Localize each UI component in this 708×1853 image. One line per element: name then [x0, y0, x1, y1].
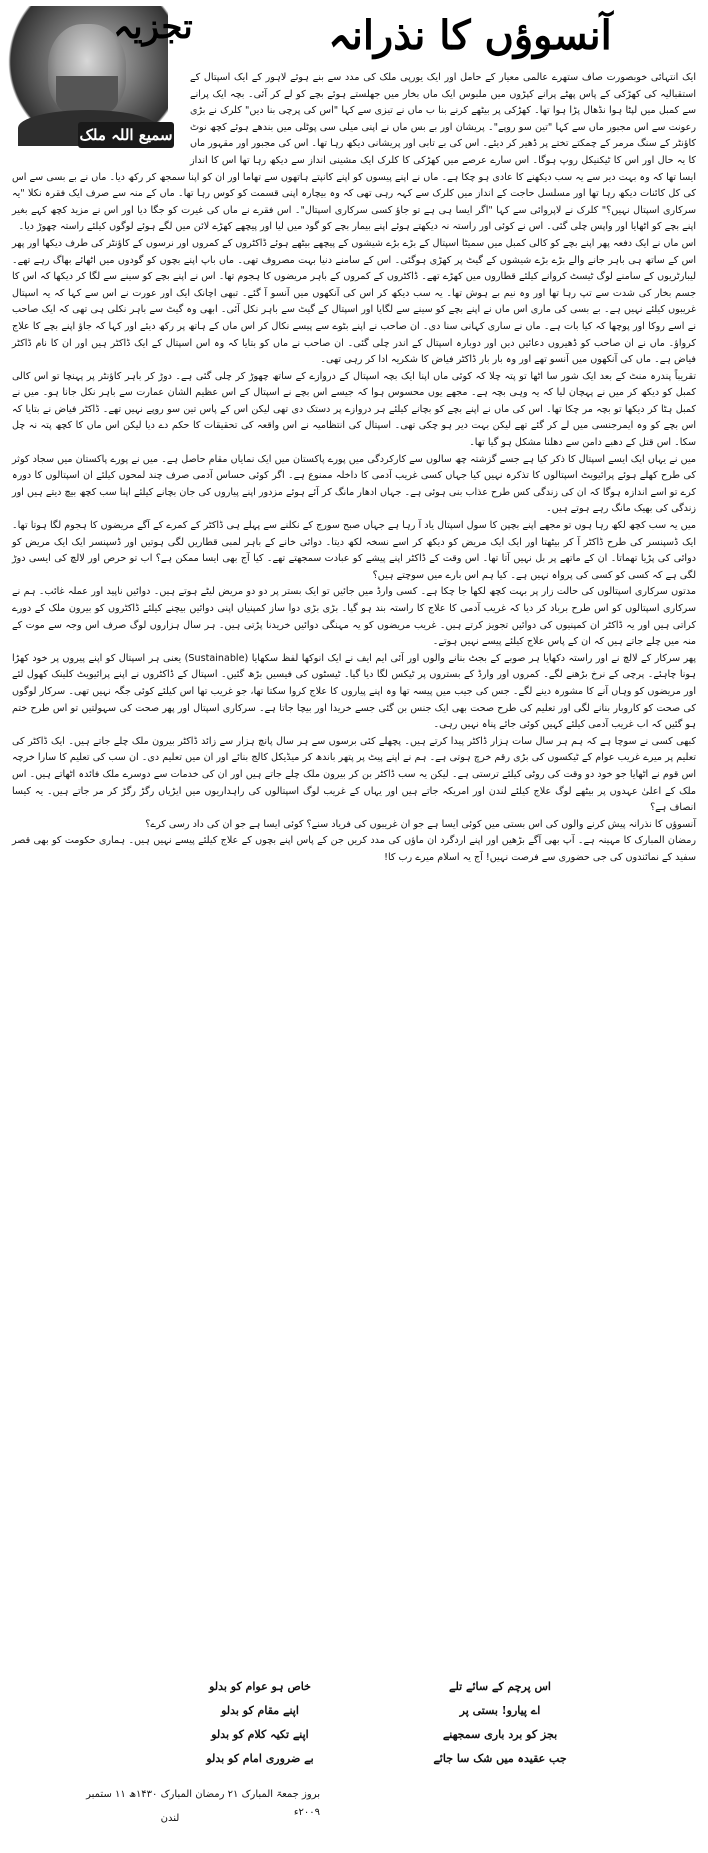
column-name: تجزیہ	[113, 7, 193, 47]
closing-poem	[170, 1675, 590, 1785]
poem-verse: جب عقیدہ میں شک سا جائے	[433, 1752, 567, 1765]
paragraph-4: میں نے یہاں ایک ایسے اسپتال کا ذکر کیا ہے جسے گزشتہ چھ سالوں سے کارکردگی میں پورے پاکستان میں ایک نمایاں مقام حاصل ہے۔ میں نے پورے پاکستان میں سجاد کوثر کی طرح کھلے ہوئے پرائیویٹ اسپتالوں کا تذکرہ نہیں کیا جہاں کسی غریب آدمی کا داخلہ ممنوع ہے۔ اگر کوئی حساس آدمی صرف چند لمحوں کیلئے ان اسپتالوں کا دورہ کرے تو اسے اندازہ ہوگا کہ ان کی زندگی کس طرح عذاب بنی ہوئی ہے۔ جہاں ادھار مانگ کر آئے ہوئے مزدور اپنے پیاروں کی جان بچانے کیلئے اپنا سب کچھ بیچ دیتے ہیں اور زندگی کی بھیک مانگ رہے ہوتے ہیں۔	[12, 453, 696, 515]
paragraph-5: میں یہ سب کچھ لکھ رہا ہوں تو مجھے اپنے بچپن کا سول اسپتال یاد آ رہا ہے جہاں صبح سورج کے نکلنے سے پہلے ہی ڈاکٹر کے کمرے کے آگے مریضوں کا ہجوم لگا ہوتا تھا۔ ایک ڈسپنسر کی طرح ڈاکٹر آ کر بیٹھتا اور ایک ایک مریض کو دیکھ کر اسے نسخہ لکھ دیتا۔ دوائی خانے کے باہر لمبی قطاریں لگی ہوتیں اور ڈسپنسر ایک ایک مریض کو دوائی کی پڑیا تھماتا۔ ان کے ماتھے پر بل نہیں آتا تھا۔ اس وقت کے ڈاکٹر اپنے پیشے کو عبادت سمجھتے تھے۔ کیا آج بھی ایسا ممکن ہے؟ اب تو حرص اور لالچ کی ایسی دوڑ لگی ہے کہ کسی کو کسی کی پرواہ نہیں ہے۔ کیا ہم اس بارے میں سوچتے ہیں؟	[12, 520, 696, 581]
poem-verse: اس پرچم کے سائے تلے	[449, 1680, 551, 1693]
paragraph-1: ایک انتہائی خوبصورت صاف ستھرے عالمی معیار کے حامل اور ایک یورپی ملک کی مدد سے بنے ہوئے لاہور کے ایک اسپتال کے استقبالیہ کی کھڑکی کے پاس پھٹے پرانے کپڑوں میں ملبوس ایک ماں بخار میں جھلستے ہوئے بچے کو لے کر آئی۔ بچہ ایک پرانے سے کمبل میں لپٹا ہوا نڈھال پڑا ہوا تھا۔ کھڑکی پر بیٹھے کرنے بنا ب ماں نے تیزی سے کہا "اس کی پرچی بنا دیں" کلرک نے بڑی رعونت سے اس مجبور ماں سے کہا "تین سو روپے"۔ پریشان اور بے بس ماں نے اپنی میلی سی پوٹلی میں بندھے ہوئے کچھ نوٹ کاؤنٹر کے سنگ مرمر کے چمکتے تختے پر ڈھیر کر دیئے۔ اس کی بے تابی اور پریشانی دیکھ رہا تھا۔ اس کی مجبور اور مقہور ماں کا یہ حال اور اس کا ٹیکنیکل روپ ہوگا۔ اس سارے عرصے میں کھڑکی کا کلرک ایک مشینی انداز سے دیکھ رہا تھا اس کا انداز ایسا تھا کہ وہ بہت دیر سے یہ سب دیکھنے کا عادی ہو چکا ہے۔ ماں نے اپنے پیسوں کو اپنے کانپتے ہاتھوں سے تھاما اور ان کو اپنا سمجھ کر رکھ دیا۔ ماں نے بے بسی سے اس کی کل کائنات دیکھ رہا تھا اور مسلسل حاجت کے انداز میں کلرک سے کہہ رہی تھی کہ وہ بیچارہ اپنی قسمت کو کوس رہا تھا۔ ماں کے منہ سے صرف ایک فقرہ نکلا "یہ سرکاری اسپتال نہیں؟" کلرک نے لاپروائی سے کہا "اگر ایسا ہی ہے تو جاؤ کسی سرکاری اسپتال"۔ اس فقرے نے ماں کی غیرت کو جگا دیا اور اس نے مزید کچھ کہے بغیر اپنے بچے کو اٹھایا اور واپس چلی گئی۔ اس نے کوئی اور راستہ نہ دیکھتے ہوئے اپنے بیمار بچے کو گود میں لیا اور پیچھے کھڑے لائن میں لگے ہوئے لوگوں کیلئے راستہ چھوڑ دیا۔	[12, 72, 696, 233]
poem-verse: اے پیارو! بستی پر	[459, 1704, 541, 1717]
poem-verse: اپنے تکیہ کلام کو بدلو	[211, 1728, 309, 1741]
poem-verse: خاص ہو عوام کو بدلو	[209, 1680, 311, 1693]
paragraph-6: مدتوں سرکاری اسپتالوں کی حالت زار پر بہت کچھ لکھا جا چکا ہے۔ کسی وارڈ میں جائیں تو ایک بستر پر دو دو مریض لیٹے ہوتے ہیں۔ دوائیں ناپید اور عملہ غائب۔ ہم نے سرکاری اسپتالوں کو اس طرح برباد کر دیا کہ غریب آدمی کا علاج کا راستہ بند ہو گیا۔ بڑی بڑی دوا ساز کمپنیاں اپنی دوائیں بیچنے کیلئے ڈاکٹروں کو بیرون ملک کے دورے کراتی ہیں اور یہ ڈاکٹر ان کمپنیوں کی دوائیں تجویز کرتے ہیں۔ غریب مریضوں کو یہ مہنگی دوائیں خریدنا پڑتی ہیں۔ ہر سال ہزاروں لوگ صرف اس وجہ سے موت کے منہ میں چلے جاتے ہیں کہ ان کے پاس علاج کیلئے پیسے نہیں ہوتے۔	[12, 586, 696, 648]
photo-spacer	[12, 70, 190, 158]
poem-row	[170, 1747, 590, 1771]
poem-verse: اپنے مقام کو بدلو	[221, 1704, 299, 1717]
paragraph-8: کبھی کسی نے سوچا ہے کہ ہم ہر سال سات ہزار ڈاکٹر پیدا کرتے ہیں۔ پچھلے کئی برسوں سے ہر سال پانچ ہزار سے زائد ڈاکٹر بیرون ملک چلے جاتے ہیں۔ ایک ڈاکٹر کی تعلیم پر میرے غریب عوام کے ٹیکسوں کی بڑی رقم خرچ ہوتی ہے۔ ہم نے اپنے پیٹ پر پتھر باندھ کر میڈیکل کالج بنائے اور ان میں تعلیم دی۔ ان سب کی تعلیم کا سارا خرچہ اس قوم نے اٹھایا جو خود دو وقت کی روٹی کیلئے ترستی ہے۔ لیکن یہ سب ڈاکٹر بن کر بیرون ملک چلے جاتے ہیں اور ان کی خدمات سے دوسرے ملک فائدہ اٹھاتے ہیں۔ اس ملک کے اعلیٰ عہدوں پر بیٹھے لوگ علاج کیلئے لندن اور امریکہ جاتے ہیں اور یہاں کے غریب لوگ اسپتالوں کی راہداریوں میں ایڑیاں رگڑ رگڑ کر مر جاتے ہیں۔ یہ کیسا انصاف ہے؟	[12, 735, 696, 814]
paragraph-3: تقریباً پندرہ منٹ کے بعد ایک شور سا اٹھا تو پتہ چلا کہ کوئی ماں اپنا ایک بچہ اسپتال کے دروازے کے ساتھ چھوڑ کر چلی گئی ہے۔ دوڑ کر باہر کاؤنٹر پر پہنچا تو اس کالی کمبل کو دیکھ کر میں نے پہچان لیا کہ یہ وہی بچہ ہے۔ مجھے یوں محسوس ہوا کہ جیسے اس بچے نے اسپتال کے اس عظیم الشان عمارت سے باہر نکل جانا ہو۔ میں نے کمبل ہٹا کر دیکھا تو بچہ مر چکا تھا۔ اس کی ماں نے اپنے بچے کو بچانے کیلئے ہر دروازے پر دستک دی تھی لیکن اس کے پاس تین سو روپے نہیں تھے۔ ڈاکٹر فیاض نے بتایا کہ اس بچے کو وہ ایمرجنسی میں لے کر گئے تھے لیکن بہت دیر ہو چکی تھی۔ اسپتال کی انتظامیہ نے اس واقعہ کی تحقیقات کا حکم دے دیا لیکن اس ماں کا کچھ پتہ نہ چل سکا۔ اس قتل کے دھبے دامن سے دھلنا مشکل ہو گیا تھا۔	[12, 370, 696, 449]
article-body	[12, 70, 696, 867]
poem-verse: بے ضروری امام کو بدلو	[206, 1752, 314, 1765]
headline: آنسوؤں کا نذرانہ	[328, 12, 612, 59]
poem-row	[170, 1723, 590, 1747]
paragraph-10: رمضان المبارک کا مہینہ ہے۔ آپ بھی آگے بڑھیں اور اپنے اردگرد ان ماؤں کی مدد کریں جن کے پاس اپنے بچوں کے علاج کیلئے پیسے نہیں ہیں۔ ہماری حکومت کو بھی قصر سفید کے نمائندوں کی جی حضوری سے فرصت نہیں! آج یہ اسلام میرے رب کا!	[12, 835, 696, 863]
paragraph-2: اس ماں نے ایک دفعہ پھر اپنے بچے کو کالی کمبل میں سمیٹا اسپتال کے بڑے بڑے شیشوں کے پیچھے بیٹھے ہوئے ڈاکٹروں کے کمروں اور نرسوں کے کاؤنٹر کی طرف دیکھا اور پھر اس کے ساتھ ہی باہر جانے والے بڑے بڑے شیشوں کے گیٹ پر کھڑی ہوگئی۔ اس کے سامنے دنیا بہت مصروف تھی۔ ماں باپ اپنے بچوں کو گودوں میں اٹھائے بھاگ رہے تھے۔ لیبارٹریوں کے سامنے لوگ ٹیسٹ کروانے کیلئے قطاروں میں کھڑے تھے۔ ڈاکٹروں کے کمروں کے باہر مریضوں کا ہجوم تھا۔ اس نے اپنے بچے کو سینے سے لگا کر دیکھا کہ اس کا جسم بخار کی شدت سے تپ رہا تھا اور وہ نیم بے ہوش تھا۔ یہ سب دیکھ کر اس کی آنکھوں میں آنسو آ گئے۔ تبھی اچانک ایک اور عورت نے اس سے کہا کہ یہ اسپتال غریبوں کیلئے نہیں ہے۔ بے بسی کی ماری اس ماں نے اپنے بچے کو سینے سے لگایا اور اسپتال کے گیٹ سے باہر نکل آئی۔ ابھی وہ گیٹ سے باہر نکلی ہی تھی کہ ایک صاحب نے اسے روکا اور پوچھا کہ کیا بات ہے۔ ماں نے ساری کہانی سنا دی۔ ان صاحب نے اپنے بٹوے سے پیسے نکال کر اس ماں کے ہاتھ پر رکھ دیئے اور کہا کہ جاؤ اپنے بچے کا علاج کرواؤ۔ ماں نے ان صاحب کو ڈھیروں دعائیں دیں اور دوبارہ اسپتال کے اندر چلی گئی۔ ان صاحب نے ماں کو بتایا کہ وہ اس اسپتال کے ایک ڈاکٹر ہیں اور ان کا نام ڈاکٹر فیاض ہے۔ ماں کی آنکھوں میں آنسو تھے اور وہ بار بار ڈاکٹر فیاض کا شکریہ ادا کر رہی تھی۔	[12, 237, 696, 366]
dateline: بروز جمعۃ المبارک ۲۱ رمضان المبارک ۱۴۳۰ھ ۱۱ ستمبر ۲۰۰۹ء	[86, 1789, 320, 1818]
author-name: سمیع اللہ ملک	[78, 122, 174, 148]
poem-row	[170, 1675, 590, 1699]
poem-verse: بجز کو برد باری سمجھنے	[442, 1728, 558, 1741]
place-name: لندن	[160, 1813, 180, 1824]
paragraph-7: پھر سرکار کے لالچ نے اور راستہ دکھایا ہر صوبے کے بجٹ بنانے والوں اور آئی ایم ایف نے ایک انوکھا لفظ سکھایا (Sustainable) یعنی ہر اسپتال کو اپنے پیروں پر خود کھڑا ہونا چاہئے۔ پرچی کے نرخ بڑھنے لگے۔ کمروں اور وارڈ کے بستروں پر ٹیکس لگا دیا گیا۔ ٹیسٹوں کی فیسیں بڑھ گئیں۔ اسپتال کے ڈاکٹروں نے اپنے پرائیویٹ کلینک کھول لئے اور مریضوں کو وہاں آنے کا مشورہ دینے لگے۔ جس کی جیب میں پیسہ تھا وہ اپنے پیاروں کا علاج کروا سکتا تھا، جو غریب تھا اس کیلئے کوئی جگہ نہیں تھی۔ سرکار لوگوں کی صحت کو کاروبار بنانے لگی اور تعلیم کی طرح صحت بھی ایک جنس بن گئی جسے خریدا اور بیچا جاتا ہے۔ سرکاری اسپتال اور پھر صحت کی سہولتیں تو اس طرح ختم ہو گئیں کہ اب غریب آدمی کیلئے کہیں کوئی جائے پناہ نہیں رہی۔	[12, 652, 696, 731]
paragraph-9: آنسوؤں کا نذرانہ پیش کرنے والوں کی اس بستی میں کوئی ایسا ہے جو ان غریبوں کی فریاد سنے؟ کوئی ایسا ہے جو ان کی داد رسی کرے؟	[145, 818, 696, 830]
poem-row	[170, 1699, 590, 1723]
